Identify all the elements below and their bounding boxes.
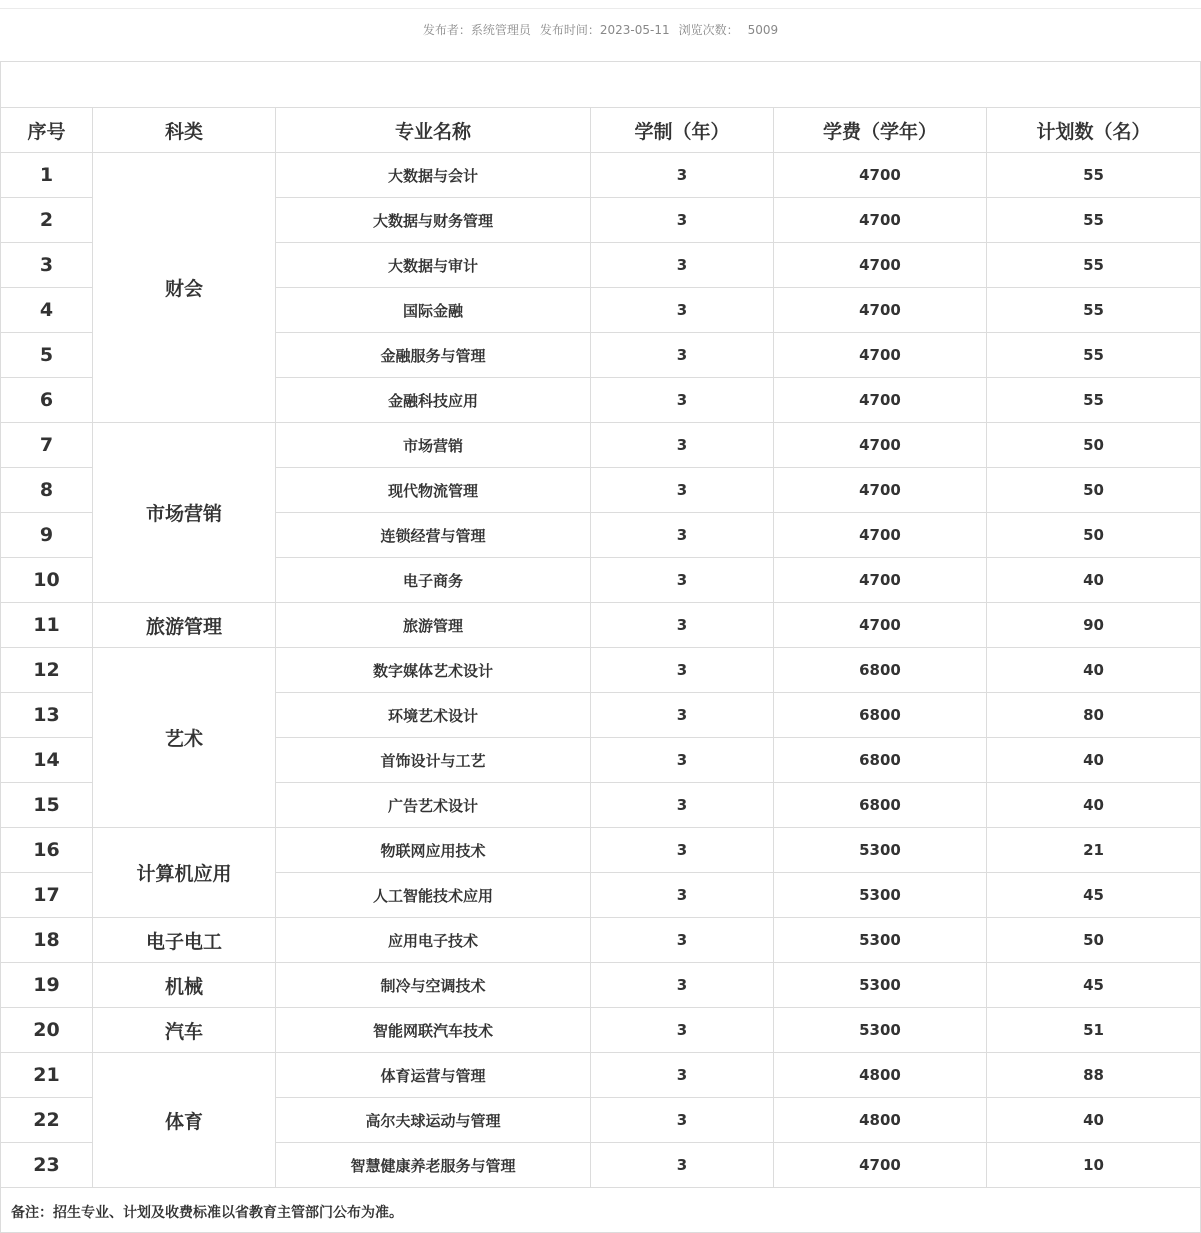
table-row [1,918,1201,963]
views-label: 浏览次数： [678,23,739,37]
cell-no: 13 [1,693,93,738]
cell-fee: 4700 [774,333,987,378]
cell-major: 智慧健康养老服务与管理 [276,1143,591,1188]
cell-plan: 40 [987,738,1201,783]
header-category: 科类 [93,108,276,153]
cell-major: 国际金融 [276,288,591,333]
cell-major: 人工智能技术应用 [276,873,591,918]
publish-time: 2023-05-11 [599,23,670,37]
cell-years: 3 [591,1098,774,1143]
cell-fee: 4700 [774,513,987,558]
cell-category: 体育 [93,1053,276,1188]
cell-no: 15 [1,783,93,828]
cell-major: 体育运营与管理 [276,1053,591,1098]
cell-plan: 45 [987,873,1201,918]
cell-plan: 10 [987,1143,1201,1188]
cell-plan: 55 [987,378,1201,423]
cell-major: 大数据与会计 [276,153,591,198]
cell-no: 9 [1,513,93,558]
cell-years: 3 [591,1143,774,1188]
cell-no: 12 [1,648,93,693]
cell-no: 20 [1,1008,93,1053]
cell-plan: 45 [987,963,1201,1008]
cell-major: 首饰设计与工艺 [276,738,591,783]
enrollment-plan-table [0,107,1201,1188]
table-row [1,648,1201,693]
cell-fee: 4700 [774,423,987,468]
cell-major: 电子商务 [276,558,591,603]
cell-no: 4 [1,288,93,333]
cell-fee: 4700 [774,603,987,648]
views-count: 5009 [747,23,779,37]
cell-no: 16 [1,828,93,873]
cell-major: 现代物流管理 [276,468,591,513]
cell-category: 电子电工 [93,918,276,963]
top-divider [0,8,1201,9]
publisher-label: 发布者： [422,23,471,37]
cell-plan: 50 [987,423,1201,468]
cell-plan: 55 [987,198,1201,243]
cell-years: 3 [591,873,774,918]
cell-major: 连锁经营与管理 [276,513,591,558]
table-row [1,1053,1201,1098]
cell-plan: 80 [987,693,1201,738]
cell-plan: 55 [987,243,1201,288]
cell-major: 大数据与财务管理 [276,198,591,243]
cell-major: 制冷与空调技术 [276,963,591,1008]
header-major: 专业名称 [276,108,591,153]
cell-category: 市场营销 [93,423,276,603]
cell-no: 22 [1,1098,93,1143]
cell-category: 计算机应用 [93,828,276,918]
cell-fee: 4700 [774,243,987,288]
cell-no: 17 [1,873,93,918]
cell-years: 3 [591,963,774,1008]
cell-fee: 4700 [774,558,987,603]
cell-fee: 5300 [774,828,987,873]
cell-fee: 4700 [774,1143,987,1188]
cell-years: 3 [591,513,774,558]
cell-fee: 5300 [774,963,987,1008]
cell-category: 财会 [93,153,276,423]
cell-plan: 88 [987,1053,1201,1098]
table-row [1,423,1201,468]
table-row [1,603,1201,648]
cell-fee: 6800 [774,693,987,738]
cell-no: 8 [1,468,93,513]
header-plan: 计划数（名） [987,108,1201,153]
cell-years: 3 [591,243,774,288]
header-fee: 学费（学年） [774,108,987,153]
cell-years: 3 [591,783,774,828]
header-years: 学制（年） [591,108,774,153]
cell-fee: 5300 [774,1008,987,1053]
cell-plan: 50 [987,468,1201,513]
cell-no: 5 [1,333,93,378]
cell-no: 19 [1,963,93,1008]
cell-fee: 4700 [774,288,987,333]
publisher: 系统管理员 [470,23,531,37]
cell-fee: 4700 [774,468,987,513]
cell-years: 3 [591,198,774,243]
cell-no: 2 [1,198,93,243]
cell-plan: 50 [987,513,1201,558]
table-row [1,828,1201,873]
table-row [1,1008,1201,1053]
cell-fee: 4700 [774,198,987,243]
cell-plan: 55 [987,153,1201,198]
cell-years: 3 [591,918,774,963]
cell-plan: 40 [987,1098,1201,1143]
cell-plan: 55 [987,333,1201,378]
cell-major: 市场营销 [276,423,591,468]
cell-no: 23 [1,1143,93,1188]
cell-years: 3 [591,1053,774,1098]
cell-fee: 4700 [774,378,987,423]
cell-plan: 40 [987,648,1201,693]
cell-years: 3 [591,828,774,873]
cell-years: 3 [591,558,774,603]
cell-years: 3 [591,333,774,378]
cell-fee: 6800 [774,738,987,783]
cell-major: 数字媒体艺术设计 [276,648,591,693]
table-row [1,153,1201,198]
cell-category: 机械 [93,963,276,1008]
cell-no: 11 [1,603,93,648]
cell-fee: 4800 [774,1098,987,1143]
cell-years: 3 [591,378,774,423]
cell-category: 艺术 [93,648,276,828]
cell-years: 3 [591,648,774,693]
cell-no: 21 [1,1053,93,1098]
cell-major: 广告艺术设计 [276,783,591,828]
cell-plan: 21 [987,828,1201,873]
cell-major: 大数据与审计 [276,243,591,288]
cell-no: 18 [1,918,93,963]
cell-plan: 40 [987,558,1201,603]
cell-plan: 50 [987,918,1201,963]
cell-fee: 6800 [774,648,987,693]
cell-no: 7 [1,423,93,468]
table-header-row [1,108,1201,153]
cell-no: 10 [1,558,93,603]
cell-category: 旅游管理 [93,603,276,648]
cell-major: 应用电子技术 [276,918,591,963]
table-row [1,963,1201,1008]
cell-years: 3 [591,468,774,513]
cell-major: 高尔夫球运动与管理 [276,1098,591,1143]
cell-plan: 55 [987,288,1201,333]
cell-fee: 4700 [774,153,987,198]
cell-fee: 4800 [774,1053,987,1098]
cell-major: 物联网应用技术 [276,828,591,873]
publish-time-label: 发布时间： [539,23,600,37]
cell-no: 6 [1,378,93,423]
cell-years: 3 [591,738,774,783]
cell-years: 3 [591,1008,774,1053]
cell-fee: 6800 [774,783,987,828]
cell-major: 旅游管理 [276,603,591,648]
cell-major: 金融科技应用 [276,378,591,423]
cell-years: 3 [591,603,774,648]
cell-no: 3 [1,243,93,288]
cell-fee: 5300 [774,873,987,918]
cell-no: 14 [1,738,93,783]
cell-years: 3 [591,153,774,198]
cell-no: 1 [1,153,93,198]
cell-years: 3 [591,288,774,333]
article-meta [0,21,1201,39]
cell-plan: 90 [987,603,1201,648]
cell-major: 智能网联汽车技术 [276,1008,591,1053]
footnote: 备注：招生专业、计划及收费标准以省教育主管部门公布为准。 [11,1205,403,1221]
cell-major: 金融服务与管理 [276,333,591,378]
cell-fee: 5300 [774,918,987,963]
cell-category: 汽车 [93,1008,276,1053]
cell-years: 3 [591,423,774,468]
header-no: 序号 [1,108,93,153]
cell-years: 3 [591,693,774,738]
cell-plan: 51 [987,1008,1201,1053]
cell-plan: 40 [987,783,1201,828]
cell-major: 环境艺术设计 [276,693,591,738]
